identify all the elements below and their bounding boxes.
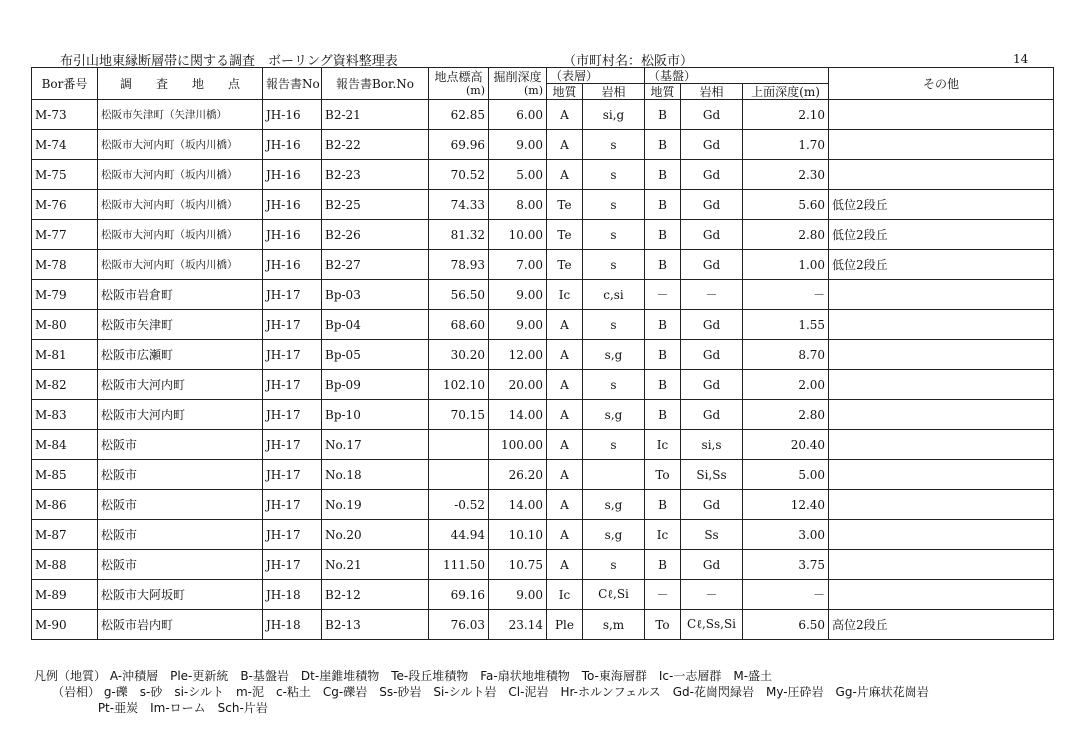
cell-other [829, 580, 1054, 610]
cell-surface-geology: Te [547, 190, 583, 220]
cell-base-geology: B [645, 100, 681, 130]
cell-base-facies: Gd [681, 160, 743, 190]
table-row [32, 430, 1054, 460]
legend [34, 668, 929, 716]
cell-depth: 10.00 [489, 220, 547, 250]
cell-report-bor: Bp-04 [322, 310, 429, 340]
cell-base-facies: Gd [681, 220, 743, 250]
col-depth-unit: (m) [523, 83, 543, 97]
cell-depth: 7.00 [489, 250, 547, 280]
page-number: 14 [1013, 52, 1029, 66]
cell-other [829, 370, 1054, 400]
cell-elevation: -0.52 [429, 490, 489, 520]
cell-base-geology: B [645, 550, 681, 580]
cell-top-depth: 8.70 [743, 340, 829, 370]
cell-surface-geology: A [547, 520, 583, 550]
cell-bor: M-85 [32, 460, 98, 490]
cell-depth: 9.00 [489, 280, 547, 310]
cell-surface-geology: A [547, 400, 583, 430]
cell-top-depth: 2.30 [743, 160, 829, 190]
cell-bor: M-81 [32, 340, 98, 370]
table-row [32, 280, 1054, 310]
cell-bor: M-74 [32, 130, 98, 160]
cell-depth: 100.00 [489, 430, 547, 460]
cell-report-bor: No.19 [322, 490, 429, 520]
cell-report: JH-17 [263, 460, 322, 490]
cell-depth: 8.00 [489, 190, 547, 220]
cell-top-depth: 2.80 [743, 220, 829, 250]
cell-surface-facies: s [583, 160, 645, 190]
cell-top-depth: 20.40 [743, 430, 829, 460]
cell-report-bor: No.21 [322, 550, 429, 580]
cell-elevation: 81.32 [429, 220, 489, 250]
cell-other: 低位2段丘 [829, 190, 1054, 220]
cell-report: JH-17 [263, 490, 322, 520]
cell-other [829, 310, 1054, 340]
cell-elevation: 44.94 [429, 520, 489, 550]
cell-bor: M-77 [32, 220, 98, 250]
cell-surface-facies: s [583, 250, 645, 280]
cell-surface-facies: s [583, 130, 645, 160]
cell-base-geology: Ic [645, 430, 681, 460]
cell-base-facies: Gd [681, 340, 743, 370]
table-row [32, 220, 1054, 250]
cell-bor: M-79 [32, 280, 98, 310]
cell-depth: 26.20 [489, 460, 547, 490]
cell-top-depth: 1.55 [743, 310, 829, 340]
cell-elevation: 30.20 [429, 340, 489, 370]
cell-depth: 9.00 [489, 130, 547, 160]
cell-base-geology: To [645, 610, 681, 640]
cell-base-geology: B [645, 130, 681, 160]
col-base-geology: 地質 [645, 84, 681, 100]
cell-bor: M-82 [32, 370, 98, 400]
cell-elevation: 78.93 [429, 250, 489, 280]
table-row [32, 100, 1054, 130]
cell-elevation: 68.60 [429, 310, 489, 340]
col-report-bor: 報告書Bor.No [322, 68, 429, 100]
cell-other [829, 130, 1054, 160]
cell-depth: 10.10 [489, 520, 547, 550]
cell-report-bor: Bp-10 [322, 400, 429, 430]
cell-depth: 5.00 [489, 160, 547, 190]
table-row [32, 580, 1054, 610]
table-row [32, 550, 1054, 580]
cell-other [829, 460, 1054, 490]
cell-depth: 14.00 [489, 400, 547, 430]
table-row [32, 610, 1054, 640]
cell-surface-facies: Cℓ,Si [583, 580, 645, 610]
cell-elevation [429, 430, 489, 460]
cell-surface-geology: A [547, 310, 583, 340]
cell-base-geology: B [645, 490, 681, 520]
cell-report-bor: Bp-09 [322, 370, 429, 400]
cell-bor: M-84 [32, 430, 98, 460]
cell-report-bor: B2-25 [322, 190, 429, 220]
cell-location: 松阪市大河内町（坂内川橋） [98, 190, 263, 220]
cell-base-geology: B [645, 250, 681, 280]
cell-depth: 20.00 [489, 370, 547, 400]
legend-geology: 凡例（地質） A-沖積層 Ple-更新統 B-基盤岩 Dt-崖錐堆積物 Te-段丘堆積物 Fa-扇状地堆積物 To-東海層群 Ic-一志層群 M-盛土 [34, 669, 773, 683]
cell-elevation: 69.16 [429, 580, 489, 610]
cell-bor: M-89 [32, 580, 98, 610]
cell-location: 松阪市大河内町 [98, 370, 263, 400]
col-surface-geology: 地質 [547, 84, 583, 100]
cell-base-facies: Gd [681, 370, 743, 400]
cell-other [829, 430, 1054, 460]
cell-base-geology: B [645, 310, 681, 340]
cell-report: JH-17 [263, 520, 322, 550]
col-report: 報告書No [263, 68, 322, 100]
cell-elevation: 70.52 [429, 160, 489, 190]
cell-top-depth: 2.80 [743, 400, 829, 430]
cell-surface-geology: Ic [547, 580, 583, 610]
col-elevation-label: 地点標高 [434, 69, 483, 84]
cell-location: 松阪市矢津町（矢津川橋） [98, 100, 263, 130]
cell-report-bor: B2-12 [322, 580, 429, 610]
cell-surface-facies: s [583, 550, 645, 580]
cell-base-geology: B [645, 220, 681, 250]
cell-top-depth: 1.70 [743, 130, 829, 160]
legend-facies-cont: Pt-亜炭 Im-ローム Sch-片岩 [34, 701, 268, 715]
cell-top-depth: 3.75 [743, 550, 829, 580]
cell-report-bor: B2-23 [322, 160, 429, 190]
cell-location: 松阪市 [98, 520, 263, 550]
city-name: （市町村名：松阪市） [563, 54, 694, 69]
table-row [32, 190, 1054, 220]
table-header [32, 68, 1054, 100]
cell-elevation: 111.50 [429, 550, 489, 580]
cell-report: JH-16 [263, 190, 322, 220]
col-location: 調 査 地 点 [98, 68, 263, 100]
cell-base-geology: B [645, 160, 681, 190]
cell-base-geology: To [645, 460, 681, 490]
cell-base-geology: Ic [645, 520, 681, 550]
cell-elevation: 70.15 [429, 400, 489, 430]
cell-report-bor: Bp-05 [322, 340, 429, 370]
cell-base-facies: Gd [681, 490, 743, 520]
cell-location: 松阪市 [98, 460, 263, 490]
cell-bor: M-83 [32, 400, 98, 430]
cell-elevation: 76.03 [429, 610, 489, 640]
cell-report: JH-16 [263, 160, 322, 190]
cell-report: JH-16 [263, 250, 322, 280]
cell-base-facies: Ss [681, 520, 743, 550]
col-surface: （表層） [547, 68, 645, 84]
table-body [32, 100, 1054, 640]
cell-base-facies: Gd [681, 550, 743, 580]
cell-top-depth: － [743, 280, 829, 310]
cell-depth: 9.00 [489, 580, 547, 610]
cell-bor: M-88 [32, 550, 98, 580]
table-row [32, 130, 1054, 160]
cell-top-depth: 2.10 [743, 100, 829, 130]
cell-surface-geology: A [547, 490, 583, 520]
cell-elevation: 69.96 [429, 130, 489, 160]
cell-base-facies: － [681, 280, 743, 310]
cell-location: 松阪市大阿坂町 [98, 580, 263, 610]
cell-bor: M-87 [32, 520, 98, 550]
cell-other [829, 100, 1054, 130]
cell-surface-facies: s [583, 310, 645, 340]
cell-location: 松阪市大河内町（坂内川橋） [98, 160, 263, 190]
col-surface-facies: 岩相 [583, 84, 645, 100]
col-top-depth: 上面深度(m) [743, 84, 829, 100]
cell-location: 松阪市大河内町 [98, 400, 263, 430]
cell-report-bor: B2-22 [322, 130, 429, 160]
cell-surface-facies: s,g [583, 340, 645, 370]
cell-report-bor: B2-13 [322, 610, 429, 640]
cell-report: JH-18 [263, 580, 322, 610]
col-other: その他 [829, 68, 1054, 100]
cell-surface-geology: A [547, 160, 583, 190]
cell-surface-facies: s [583, 190, 645, 220]
cell-report: JH-17 [263, 550, 322, 580]
cell-surface-geology: A [547, 100, 583, 130]
cell-report: JH-17 [263, 310, 322, 340]
table-row [32, 460, 1054, 490]
cell-report: JH-17 [263, 400, 322, 430]
cell-top-depth: 5.00 [743, 460, 829, 490]
cell-surface-geology: A [547, 460, 583, 490]
cell-top-depth: 1.00 [743, 250, 829, 280]
cell-location: 松阪市大河内町（坂内川橋） [98, 220, 263, 250]
cell-base-facies: Gd [681, 100, 743, 130]
cell-depth: 10.75 [489, 550, 547, 580]
cell-base-geology: － [645, 280, 681, 310]
table-row [32, 250, 1054, 280]
cell-location: 松阪市岩内町 [98, 610, 263, 640]
cell-surface-facies: s [583, 430, 645, 460]
cell-surface-geology: Ic [547, 280, 583, 310]
cell-elevation: 102.10 [429, 370, 489, 400]
cell-top-depth: 3.00 [743, 520, 829, 550]
cell-surface-facies: s [583, 370, 645, 400]
cell-report-bor: No.17 [322, 430, 429, 460]
cell-surface-geology: Te [547, 220, 583, 250]
cell-base-facies: － [681, 580, 743, 610]
cell-top-depth: 5.60 [743, 190, 829, 220]
cell-report: JH-17 [263, 340, 322, 370]
cell-surface-facies: si,g [583, 100, 645, 130]
cell-report: JH-16 [263, 130, 322, 160]
table-row [32, 160, 1054, 190]
cell-depth: 9.00 [489, 310, 547, 340]
table-row [32, 520, 1054, 550]
cell-report-bor: B2-21 [322, 100, 429, 130]
cell-base-geology: B [645, 370, 681, 400]
cell-base-facies: Gd [681, 310, 743, 340]
cell-other [829, 550, 1054, 580]
cell-report-bor: No.18 [322, 460, 429, 490]
cell-surface-facies: s [583, 220, 645, 250]
cell-report: JH-16 [263, 220, 322, 250]
cell-surface-facies [583, 460, 645, 490]
table-row [32, 490, 1054, 520]
cell-other [829, 280, 1054, 310]
cell-other [829, 520, 1054, 550]
cell-top-depth: 6.50 [743, 610, 829, 640]
cell-bor: M-73 [32, 100, 98, 130]
cell-base-facies: Gd [681, 250, 743, 280]
boring-table [31, 67, 1054, 640]
table-row [32, 340, 1054, 370]
cell-surface-geology: A [547, 550, 583, 580]
cell-surface-geology: A [547, 340, 583, 370]
cell-surface-geology: A [547, 130, 583, 160]
cell-elevation: 62.85 [429, 100, 489, 130]
col-base: （基盤） [645, 68, 829, 84]
cell-base-facies: Gd [681, 400, 743, 430]
cell-surface-geology: Ple [547, 610, 583, 640]
cell-report: JH-16 [263, 100, 322, 130]
cell-bor: M-78 [32, 250, 98, 280]
cell-bor: M-75 [32, 160, 98, 190]
cell-elevation: 74.33 [429, 190, 489, 220]
cell-report-bor: B2-26 [322, 220, 429, 250]
col-bor: Bor番号 [32, 68, 98, 100]
cell-surface-facies: s,g [583, 520, 645, 550]
col-elevation [429, 68, 489, 100]
cell-surface-geology: Te [547, 250, 583, 280]
cell-bor: M-86 [32, 490, 98, 520]
cell-report: JH-17 [263, 370, 322, 400]
cell-elevation: 56.50 [429, 280, 489, 310]
cell-elevation [429, 460, 489, 490]
cell-other: 低位2段丘 [829, 250, 1054, 280]
cell-report-bor: Bp-03 [322, 280, 429, 310]
cell-depth: 14.00 [489, 490, 547, 520]
cell-bor: M-90 [32, 610, 98, 640]
cell-location: 松阪市岩倉町 [98, 280, 263, 310]
cell-other: 高位2段丘 [829, 610, 1054, 640]
cell-report-bor: No.20 [322, 520, 429, 550]
cell-base-facies: Gd [681, 190, 743, 220]
col-depth-label: 掘削深度 [493, 69, 542, 84]
cell-other: 低位2段丘 [829, 220, 1054, 250]
cell-other [829, 160, 1054, 190]
cell-location: 松阪市 [98, 430, 263, 460]
cell-report: JH-17 [263, 430, 322, 460]
document-title: 布引山地東縁断層帯に関する調査 ボーリング資料整理表 [60, 54, 398, 69]
cell-location: 松阪市広瀬町 [98, 340, 263, 370]
cell-bor: M-76 [32, 190, 98, 220]
cell-location: 松阪市矢津町 [98, 310, 263, 340]
cell-base-facies: Si,Ss [681, 460, 743, 490]
cell-location: 松阪市大河内町（坂内川橋） [98, 250, 263, 280]
cell-surface-facies: s,g [583, 490, 645, 520]
cell-base-facies: Cℓ,Ss,Si [681, 610, 743, 640]
table-row [32, 400, 1054, 430]
legend-facies: （岩相） g-礫 s-砂 si-シルト m-泥 c-粘土 Cg-礫岩 Ss-砂岩 Si-シルト岩 Cl-泥岩 Hr-ホルンフェルス Gd-花崗閃緑岩 My-圧砕岩 Gg-片麻状花崗岩 [34, 685, 929, 699]
cell-report-bor: B2-27 [322, 250, 429, 280]
cell-depth: 6.00 [489, 100, 547, 130]
cell-base-geology: B [645, 400, 681, 430]
cell-depth: 23.14 [489, 610, 547, 640]
col-elevation-unit: (m) [465, 83, 485, 97]
cell-base-geology: B [645, 190, 681, 220]
cell-other [829, 340, 1054, 370]
cell-location: 松阪市 [98, 550, 263, 580]
cell-surface-geology: A [547, 430, 583, 460]
cell-report: JH-17 [263, 280, 322, 310]
cell-surface-facies: c,si [583, 280, 645, 310]
cell-top-depth: 12.40 [743, 490, 829, 520]
cell-bor: M-80 [32, 310, 98, 340]
cell-top-depth: － [743, 580, 829, 610]
cell-surface-geology: A [547, 370, 583, 400]
cell-other [829, 490, 1054, 520]
col-depth [489, 68, 547, 100]
cell-surface-facies: s,g [583, 400, 645, 430]
table-row [32, 370, 1054, 400]
cell-surface-facies: s,m [583, 610, 645, 640]
cell-base-geology: － [645, 580, 681, 610]
cell-base-facies: Gd [681, 130, 743, 160]
cell-other [829, 400, 1054, 430]
table-row [32, 310, 1054, 340]
col-base-facies: 岩相 [681, 84, 743, 100]
cell-depth: 12.00 [489, 340, 547, 370]
cell-report: JH-18 [263, 610, 322, 640]
cell-top-depth: 2.00 [743, 370, 829, 400]
cell-base-geology: B [645, 340, 681, 370]
cell-location: 松阪市 [98, 490, 263, 520]
cell-location: 松阪市大河内町（坂内川橋） [98, 130, 263, 160]
cell-base-facies: si,s [681, 430, 743, 460]
